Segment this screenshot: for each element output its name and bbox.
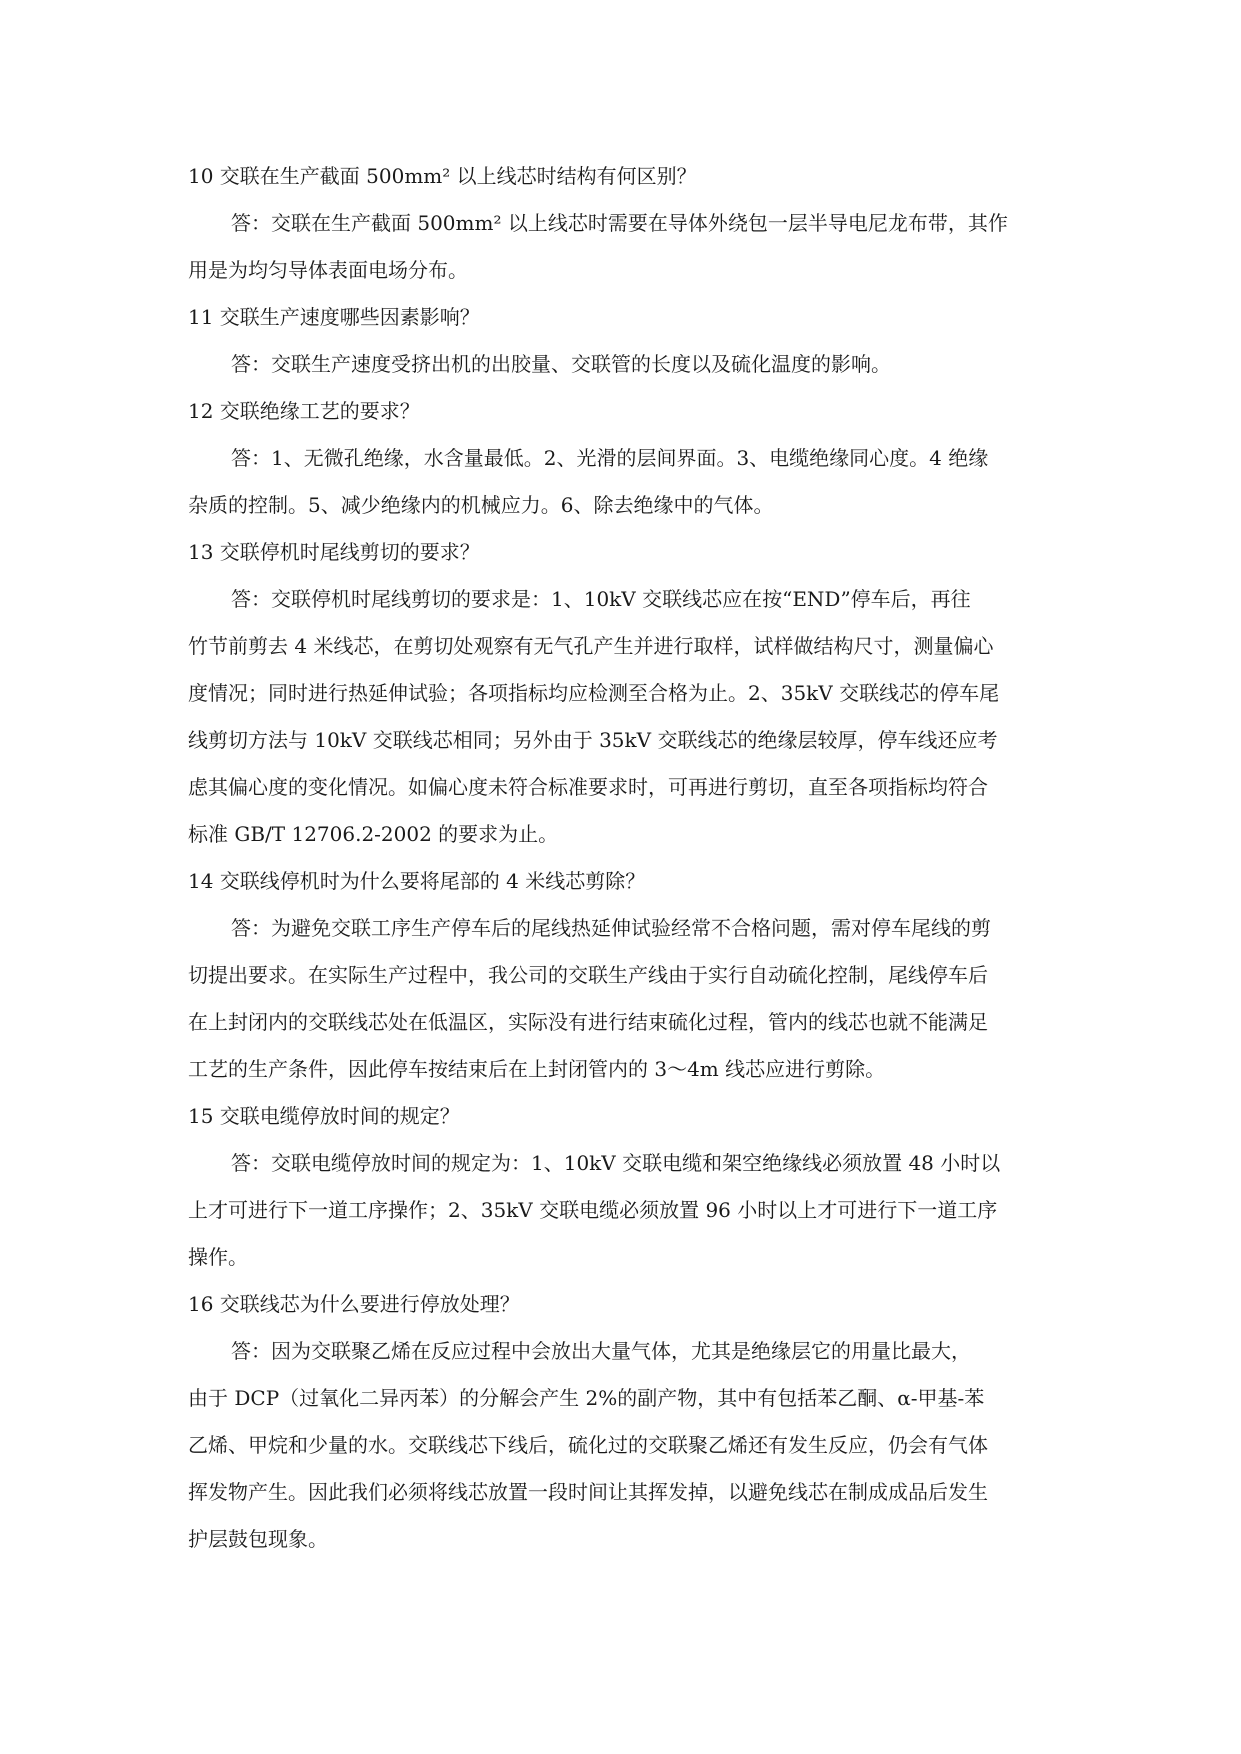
answer-14-line-1: 答：为避免交联工序生产停车后的尾线热延伸试验经常不合格问题，需对停车尾线的剪 [231,916,991,940]
answer-16-line-3: 乙烯、甲烷和少量的水。交联线芯下线后，硫化过的交联聚乙烯还有发生反应，仍会有气体 [188,1433,988,1457]
question-11: 11 交联生产速度哪些因素影响？ [188,305,480,329]
question-15: 15 交联电缆停放时间的规定？ [188,1104,460,1128]
answer-16-line-5: 护层鼓包现象。 [188,1527,328,1551]
answer-14-line-3: 在上封闭内的交联线芯处在低温区，实际没有进行结束硫化过程，管内的线芯也就不能满足 [188,1010,988,1034]
answer-10-line-1: 答：交联在生产截面 500mm² 以上线芯时需要在导体外绕包一层半导电尼龙布带，其作 [231,211,1008,235]
answer-12-line-1: 答：1、无微孔绝缘，水含量最低。2、光滑的层间界面。3、电缆绝缘同心度。4 绝缘 [231,446,989,470]
answer-13-line-1: 答：交联停机时尾线剪切的要求是：1、10kV 交联线芯应在按“END”停车后，再往 [231,587,971,611]
answer-13-line-3: 度情况；同时进行热延伸试验；各项指标均应检测至合格为止。2、35kV 交联线芯的停车尾 [188,681,1000,705]
question-10: 10 交联在生产截面 500mm² 以上线芯时结构有何区别？ [188,164,697,188]
answer-14-line-2: 切提出要求。在实际生产过程中，我公司的交联生产线由于实行自动硫化控制，尾线停车后 [188,963,988,987]
answer-11-line-1: 答：交联生产速度受挤出机的出胶量、交联管的长度以及硫化温度的影响。 [231,352,891,376]
answer-16-line-2: 由于 DCP（过氧化二异丙苯）的分解会产生 2%的副产物，其中有包括苯乙酮、α-甲基-苯 [188,1386,985,1410]
answer-16-line-1: 答：因为交联聚乙烯在反应过程中会放出大量气体，尤其是绝缘层它的用量比最大， [231,1339,971,1363]
answer-15-line-1: 答：交联电缆停放时间的规定为：1、10kV 交联电缆和架空绝缘线必须放置 48 小时以 [231,1151,1001,1175]
answer-13-line-5: 虑其偏心度的变化情况。如偏心度未符合标准要求时，可再进行剪切，直至各项指标均符合 [188,775,988,799]
answer-12-line-2: 杂质的控制。5、减少绝缘内的机械应力。6、除去绝缘中的气体。 [188,493,774,517]
answer-13-line-4: 线剪切方法与 10kV 交联线芯相同；另外由于 35kV 交联线芯的绝缘层较厚，停车线还应考 [188,728,998,752]
answer-10-line-2: 用是为均匀导体表面电场分布。 [188,258,468,282]
question-13: 13 交联停机时尾线剪切的要求？ [188,540,480,564]
answer-13-line-2: 竹节前剪去 4 米线芯，在剪切处观察有无气孔产生并进行取样，试样做结构尺寸，测量偏心 [188,634,994,658]
answer-15-line-2: 上才可进行下一道工序操作；2、35kV 交联电缆必须放置 96 小时以上才可进行下一道工序 [188,1198,998,1222]
answer-15-line-3: 操作。 [188,1245,248,1269]
question-16: 16 交联线芯为什么要进行停放处理？ [188,1292,520,1316]
question-14: 14 交联线停机时为什么要将尾部的 4 米线芯剪除？ [188,869,646,893]
answer-13-line-6: 标准 GB/T 12706.2-2002 的要求为止。 [188,822,559,846]
question-12: 12 交联绝缘工艺的要求？ [188,399,420,423]
answer-16-line-4: 挥发物产生。因此我们必须将线芯放置一段时间让其挥发掉，以避免线芯在制成成品后发生 [188,1480,988,1504]
answer-14-line-4: 工艺的生产条件，因此停车按结束后在上封闭管内的 3～4m 线芯应进行剪除。 [188,1057,886,1081]
